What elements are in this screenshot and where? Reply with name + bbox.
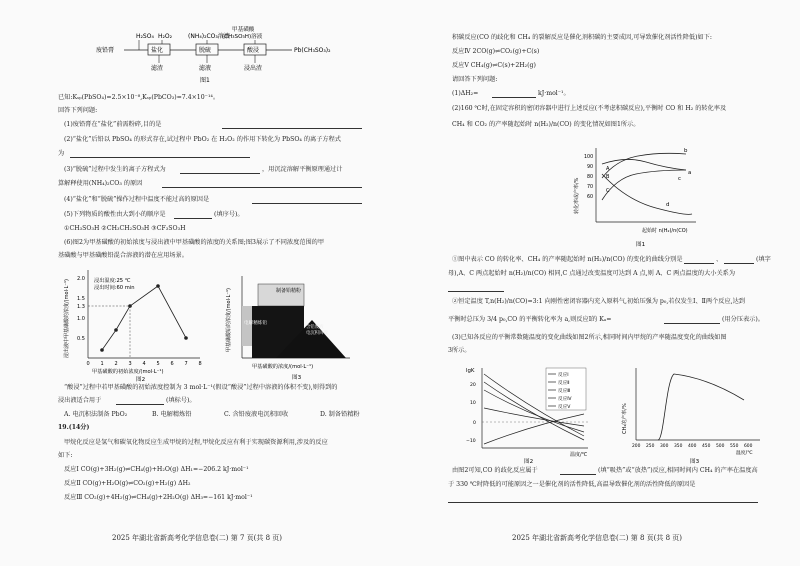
point-label: C bbox=[606, 188, 610, 194]
data-point bbox=[184, 336, 188, 340]
x-tick-label: 4 bbox=[142, 361, 146, 367]
question-19-header: 19.(14分) bbox=[58, 424, 90, 431]
page-footer: 2025 年湖北省新高考化学信息卷(二) 第 7 页(共 8 页) bbox=[112, 534, 282, 542]
series-reaction-2 bbox=[484, 408, 584, 426]
x-tick-label: 250 bbox=[646, 444, 655, 449]
carbon-deposit-text: 积碳反应(CO 的歧化和 CH₄ 的裂解反应是催化剂积碳的主要成因,可导致催化剂活性降低)如下: bbox=[452, 34, 712, 41]
answer-blank[interactable] bbox=[174, 218, 212, 219]
legend-item: 反应Ⅳ bbox=[558, 397, 572, 402]
y-tick-label: 1.3 bbox=[77, 303, 85, 310]
y-axis-label: 甲基磺酸铅的浓度/(mol·L⁻¹) bbox=[226, 288, 232, 352]
curve-label: a bbox=[688, 170, 692, 176]
legend-item: 反应Ⅲ bbox=[558, 389, 571, 394]
question-2-1-tail: (填字 bbox=[756, 256, 771, 263]
y-tick: 100 bbox=[584, 155, 594, 160]
question-2-1-cont: 母),A、C 两点起始时 n(H₂)/n(CO) 相同,C 点通过改变温度可达到 A 点,则 A、C 两点温度的大小关系为 bbox=[448, 270, 736, 277]
x-tick-label: 7 bbox=[184, 361, 188, 367]
answer-blank[interactable] bbox=[724, 263, 754, 264]
reaction-1: 反应Ⅰ CO(g)+3H₂(g)⇌CH₄(g)+H₂O(g) ΔH₁=−206.2 kJ·mol⁻¹ bbox=[64, 466, 249, 473]
figure-caption: 图2 bbox=[524, 459, 534, 465]
x-tick-label: 350 bbox=[674, 444, 683, 449]
question-3: (3)已知各反应的平衡常数随温度的变化曲线如图2所示,相同时间内甲烷的产率随温度变化的曲线如图 bbox=[452, 334, 727, 341]
curve-b bbox=[602, 153, 686, 178]
reaction-4: 反应Ⅳ 2CO(g)⇌CO₂(g)+C(s) bbox=[452, 48, 540, 55]
x-tick-label: 600 bbox=[744, 444, 753, 449]
chart-figure-2-lgk bbox=[460, 360, 610, 465]
question-5-tail: (填序号)。 bbox=[214, 211, 244, 218]
q19-intro: 甲烷化反应是氢气和碳氧化物反应生成甲烷的过程,甲烷化反应有利于实现碳资源利用,涉及的反应 bbox=[64, 439, 328, 446]
question-1: (1)废铅膏在“盐化”前需粉碎,目的是 bbox=[64, 121, 162, 128]
flow-reagent: 甲基磺酸 bbox=[232, 27, 255, 33]
x-axis-label: 温度/℃ bbox=[570, 452, 588, 458]
legend-item: 反应Ⅴ bbox=[558, 405, 571, 410]
option-c[interactable]: C. 含铅废液电沉积回收 bbox=[224, 411, 289, 418]
question-5: (5)下列物质的酸性由大到小的顺序是 bbox=[64, 211, 166, 218]
acid-leach-tail: (填标号)。 bbox=[166, 397, 196, 404]
figure-caption: 图1 bbox=[200, 77, 210, 84]
point-label: A bbox=[606, 166, 610, 172]
answer-blank[interactable] bbox=[116, 404, 164, 405]
annotation: 浸出时间:60 min bbox=[94, 285, 135, 291]
question-2-cont: CH₄ 和 CO₂ 的产率随起始时 n(H₂)/n(CO) 的变化情况如图1所示。 bbox=[452, 121, 640, 128]
question-3-text-2: (填“吸热”或“放热”)反应,相同时间内 CH₄ 的产率在温度高 bbox=[598, 467, 758, 474]
question-3-text-3: 于 330 ℃时降低的可能原因之一是催化剂的活性降低,高温导致催化剂的活性降低的原因是 bbox=[448, 481, 696, 488]
y-axis-label: 浸出液中甲基磺酸的浓度/(mol·L⁻¹) bbox=[64, 279, 70, 358]
x-axis-label: 甲基磺酸的初始浓度/(mol·L⁻¹) bbox=[92, 369, 164, 375]
chart-figure-3 bbox=[222, 262, 362, 382]
x-tick-label: 200 bbox=[632, 444, 641, 449]
question-3-cont: 3所示。 bbox=[448, 347, 471, 354]
question-2-1: ①图中表示 CO 的转化率、CH₄ 的产率随起始时 n(H₂)/n(CO) 的变化的曲线分别是 bbox=[452, 256, 683, 263]
data-point bbox=[156, 284, 160, 288]
flow-residue: 滤液 bbox=[199, 65, 212, 72]
region-label: 含铅废液 bbox=[306, 325, 324, 330]
flow-step-salt: 盐化 bbox=[151, 47, 164, 54]
answer-blank[interactable] bbox=[664, 323, 720, 324]
flow-residue: 滤渣 bbox=[151, 65, 164, 72]
question-4: (4)“盐化”和“脱硫”操作过程中温度不能过高的原因是 bbox=[64, 196, 210, 203]
x-tick-label: 1 bbox=[100, 361, 104, 367]
y-tick: 70 bbox=[587, 185, 594, 190]
x-axis-label: 起始时 n(H₂)/n(CO) bbox=[642, 228, 688, 234]
series-reaction-5 bbox=[484, 414, 584, 444]
answer-blank[interactable] bbox=[222, 128, 362, 129]
x-tick-label: 450 bbox=[702, 444, 711, 449]
separator: 、 bbox=[716, 256, 723, 263]
series-ch4-yield bbox=[658, 374, 744, 440]
reaction-3: 反应Ⅲ CO₂(g)+4H₂(g)⇌CH₄(g)+2H₂O(g) ΔH₃=−161 kJ·mol⁻¹ bbox=[64, 494, 253, 501]
chart-figure-2 bbox=[60, 262, 210, 382]
answer-blank[interactable] bbox=[180, 173, 260, 174]
answer-blank[interactable] bbox=[162, 187, 362, 188]
question-1: (1)ΔH₂= bbox=[452, 90, 479, 97]
question-2: (2)160 ℃时,在固定容积的密闭容器中进行上述反应(不考虑积碳反应),平衡时 CO 和 H₂ 的转化率及 bbox=[452, 105, 727, 112]
y-tick-label: 2.0 bbox=[77, 275, 85, 282]
data-point bbox=[100, 348, 104, 352]
data-point bbox=[114, 328, 118, 332]
flow-reagent: H₂O₂ bbox=[158, 33, 173, 40]
question-2-2-cont: 平衡时总压为 3/4 p₀,CO 的平衡转化率为 a,则反应Ⅰ的 Kₐ= bbox=[448, 316, 612, 323]
question-2-cont: 为 bbox=[58, 150, 65, 157]
answer-blank[interactable] bbox=[560, 474, 596, 475]
y-tick: 20 bbox=[470, 383, 476, 388]
curve-label: c bbox=[678, 176, 681, 182]
y-tick: 80 bbox=[587, 175, 594, 180]
question-3-mid: ，用沉淀溶解平衡原理通过计 bbox=[262, 166, 343, 173]
y-tick: 10 bbox=[470, 401, 476, 406]
flow-reagent: (NH₄)₂CO₃溶液 bbox=[188, 33, 230, 40]
y-axis-label: CH₄的产率/% bbox=[622, 403, 628, 434]
chart-figure-3-yield bbox=[618, 360, 768, 465]
flow-start: 废铅膏 bbox=[96, 47, 115, 54]
answer-blank[interactable] bbox=[684, 263, 714, 264]
x-tick-label: 2 bbox=[114, 361, 118, 367]
legend-item: 反应Ⅱ bbox=[558, 381, 570, 386]
option-d[interactable]: D. 制备铅精粉 bbox=[320, 411, 360, 418]
curve-label: d bbox=[666, 202, 670, 208]
flow-reagent: H₂SO₄ bbox=[136, 33, 154, 40]
x-axis-label: 温度/℃ bbox=[736, 451, 753, 456]
point-label: B bbox=[606, 174, 610, 180]
ksp-line: 已知:Kₛₚ(PbSO₄)=2.5×10⁻⁸,Kₛₚ(PbCO₃)=7.4×10⁻¹⁴。 bbox=[58, 94, 220, 101]
figure-caption: 图1 bbox=[636, 242, 646, 248]
figure-caption: 图2 bbox=[136, 377, 146, 382]
answer-blank[interactable] bbox=[70, 157, 250, 158]
y-tick-label: 0.5 bbox=[77, 335, 85, 342]
y-tick: 0 bbox=[473, 421, 476, 426]
page-8 bbox=[400, 0, 800, 566]
answer-blank[interactable] bbox=[448, 502, 758, 503]
guide-line bbox=[88, 306, 130, 358]
x-tick-label: 400 bbox=[688, 444, 697, 449]
x-tick-label: 5 bbox=[156, 361, 160, 367]
legend-item: 反应Ⅰ bbox=[558, 373, 569, 378]
flow-step-acid: 酸浸 bbox=[247, 47, 260, 54]
x-tick-label: 0 bbox=[86, 361, 90, 367]
question-3-cont: 算解释使用(NH₄)₂CO₃ 的原因 bbox=[58, 180, 143, 187]
answer-blank[interactable] bbox=[448, 291, 504, 292]
question-2-2-tail: (用分压表示)。 bbox=[722, 316, 764, 323]
option-a[interactable]: A. 电沉积法制备 PbO₂ bbox=[64, 411, 128, 418]
series-line bbox=[102, 286, 186, 350]
answer-blank[interactable] bbox=[252, 203, 362, 204]
region-label: 电沉积回收 bbox=[306, 331, 328, 336]
y-tick: −10 bbox=[466, 439, 476, 444]
question-3-text: 由图2可知,CO 的歧化反应属于 bbox=[452, 467, 538, 474]
region-label: 电解精炼铅 bbox=[244, 321, 267, 326]
curve-c bbox=[602, 170, 686, 200]
x-tick-label: 6 bbox=[170, 361, 174, 367]
answer-blank[interactable] bbox=[492, 97, 536, 98]
reaction-5: 反应Ⅴ CH₄(g)⇌C(s)+2H₂(g) bbox=[452, 62, 536, 69]
curve-label: b bbox=[684, 148, 688, 154]
question-1-unit: kJ·mol⁻¹。 bbox=[538, 90, 570, 97]
reaction-2: 反应Ⅱ CO(g)+H₂O(g)⇌CO₂(g)+H₂(g) ΔH₂ bbox=[64, 480, 191, 487]
instructions: 请回答下列问题: bbox=[452, 76, 498, 83]
x-tick-label: 500 bbox=[716, 444, 725, 449]
x-tick-label: 300 bbox=[660, 444, 669, 449]
question-2-2: ②恒定温度 T,n(H₂)/n(CO)=3:1 向刚性密闭容器内充入原料气,初始压强为 p₀,若仅发生Ⅰ、Ⅱ两个反应,达到 bbox=[452, 298, 745, 305]
page-footer: 2025 年湖北省新高考化学信息卷(二) 第 8 页(共 8 页) bbox=[512, 534, 682, 542]
chart-figure-1 bbox=[566, 130, 706, 252]
flow-reagent: (CH₃SO₃H)溶液 bbox=[222, 34, 263, 40]
y-tick-label: 1.0 bbox=[77, 315, 85, 322]
question-6-cont: 基磺酸与甲基磺酸铅混合溶液的潜在应用场景。 bbox=[58, 252, 188, 259]
question-6: (6)图2为甲基磺酸的初始浓度与浸出液中甲基磺酸的浓度的关系图;图3展示了不同浓度范围的甲 bbox=[64, 239, 325, 246]
figure-caption: 图3 bbox=[292, 375, 302, 381]
instructions: 回答下列问题: bbox=[58, 107, 98, 114]
acid-leach-text-2: 浸出液适合用于 bbox=[58, 397, 102, 404]
annotation: 浸出温度:25 ℃ bbox=[94, 278, 131, 284]
curve-a bbox=[602, 159, 686, 170]
question-3: (3)“脱硫”过程中发生的离子方程式为 bbox=[64, 166, 166, 173]
flow-product: Pb(CH₃SO₃)₂ bbox=[294, 47, 331, 54]
y-axis-label: lgK bbox=[466, 368, 475, 374]
acid-leach-text: “酸浸”过程中若甲基磺酸的初始浓度控制为 3 mol·L⁻¹(假设“酸浸”过程中溶液的体积不变),则得到的 bbox=[64, 384, 338, 391]
region-label: 制备铅精粉 bbox=[276, 288, 302, 294]
x-tick-label: 550 bbox=[730, 444, 739, 449]
figure-caption: 图3 bbox=[690, 459, 700, 465]
y-tick-label: 1.5 bbox=[77, 295, 85, 302]
x-tick-label: 3 bbox=[128, 361, 132, 367]
option-b[interactable]: B. 电解精炼铅 bbox=[152, 411, 192, 418]
q19-intro-2: 如下: bbox=[58, 452, 73, 459]
question-5-options: ①CH₃SO₃H ②CH₃CH₂SO₃H ③CF₃SO₃H bbox=[64, 225, 186, 232]
flow-residue: 浸出渣 bbox=[244, 65, 263, 72]
y-tick: 60 bbox=[587, 195, 594, 200]
x-axis-label: 甲基磺酸的浓度/(mol·L⁻¹) bbox=[252, 364, 314, 370]
flow-step-desulf: 脱硫 bbox=[199, 47, 212, 54]
x-tick-label: 8 bbox=[198, 361, 202, 367]
question-2: (2)“盐化”后铅以 PbSO₄ 的形式存在,试过程中 PbO₂ 在 H₂O₂ 的作用下转化为 PbSO₄ 的离子方程式 bbox=[64, 136, 341, 143]
y-tick: 90 bbox=[587, 165, 594, 170]
y-axis-label: 转化率或产率/% bbox=[574, 177, 580, 214]
